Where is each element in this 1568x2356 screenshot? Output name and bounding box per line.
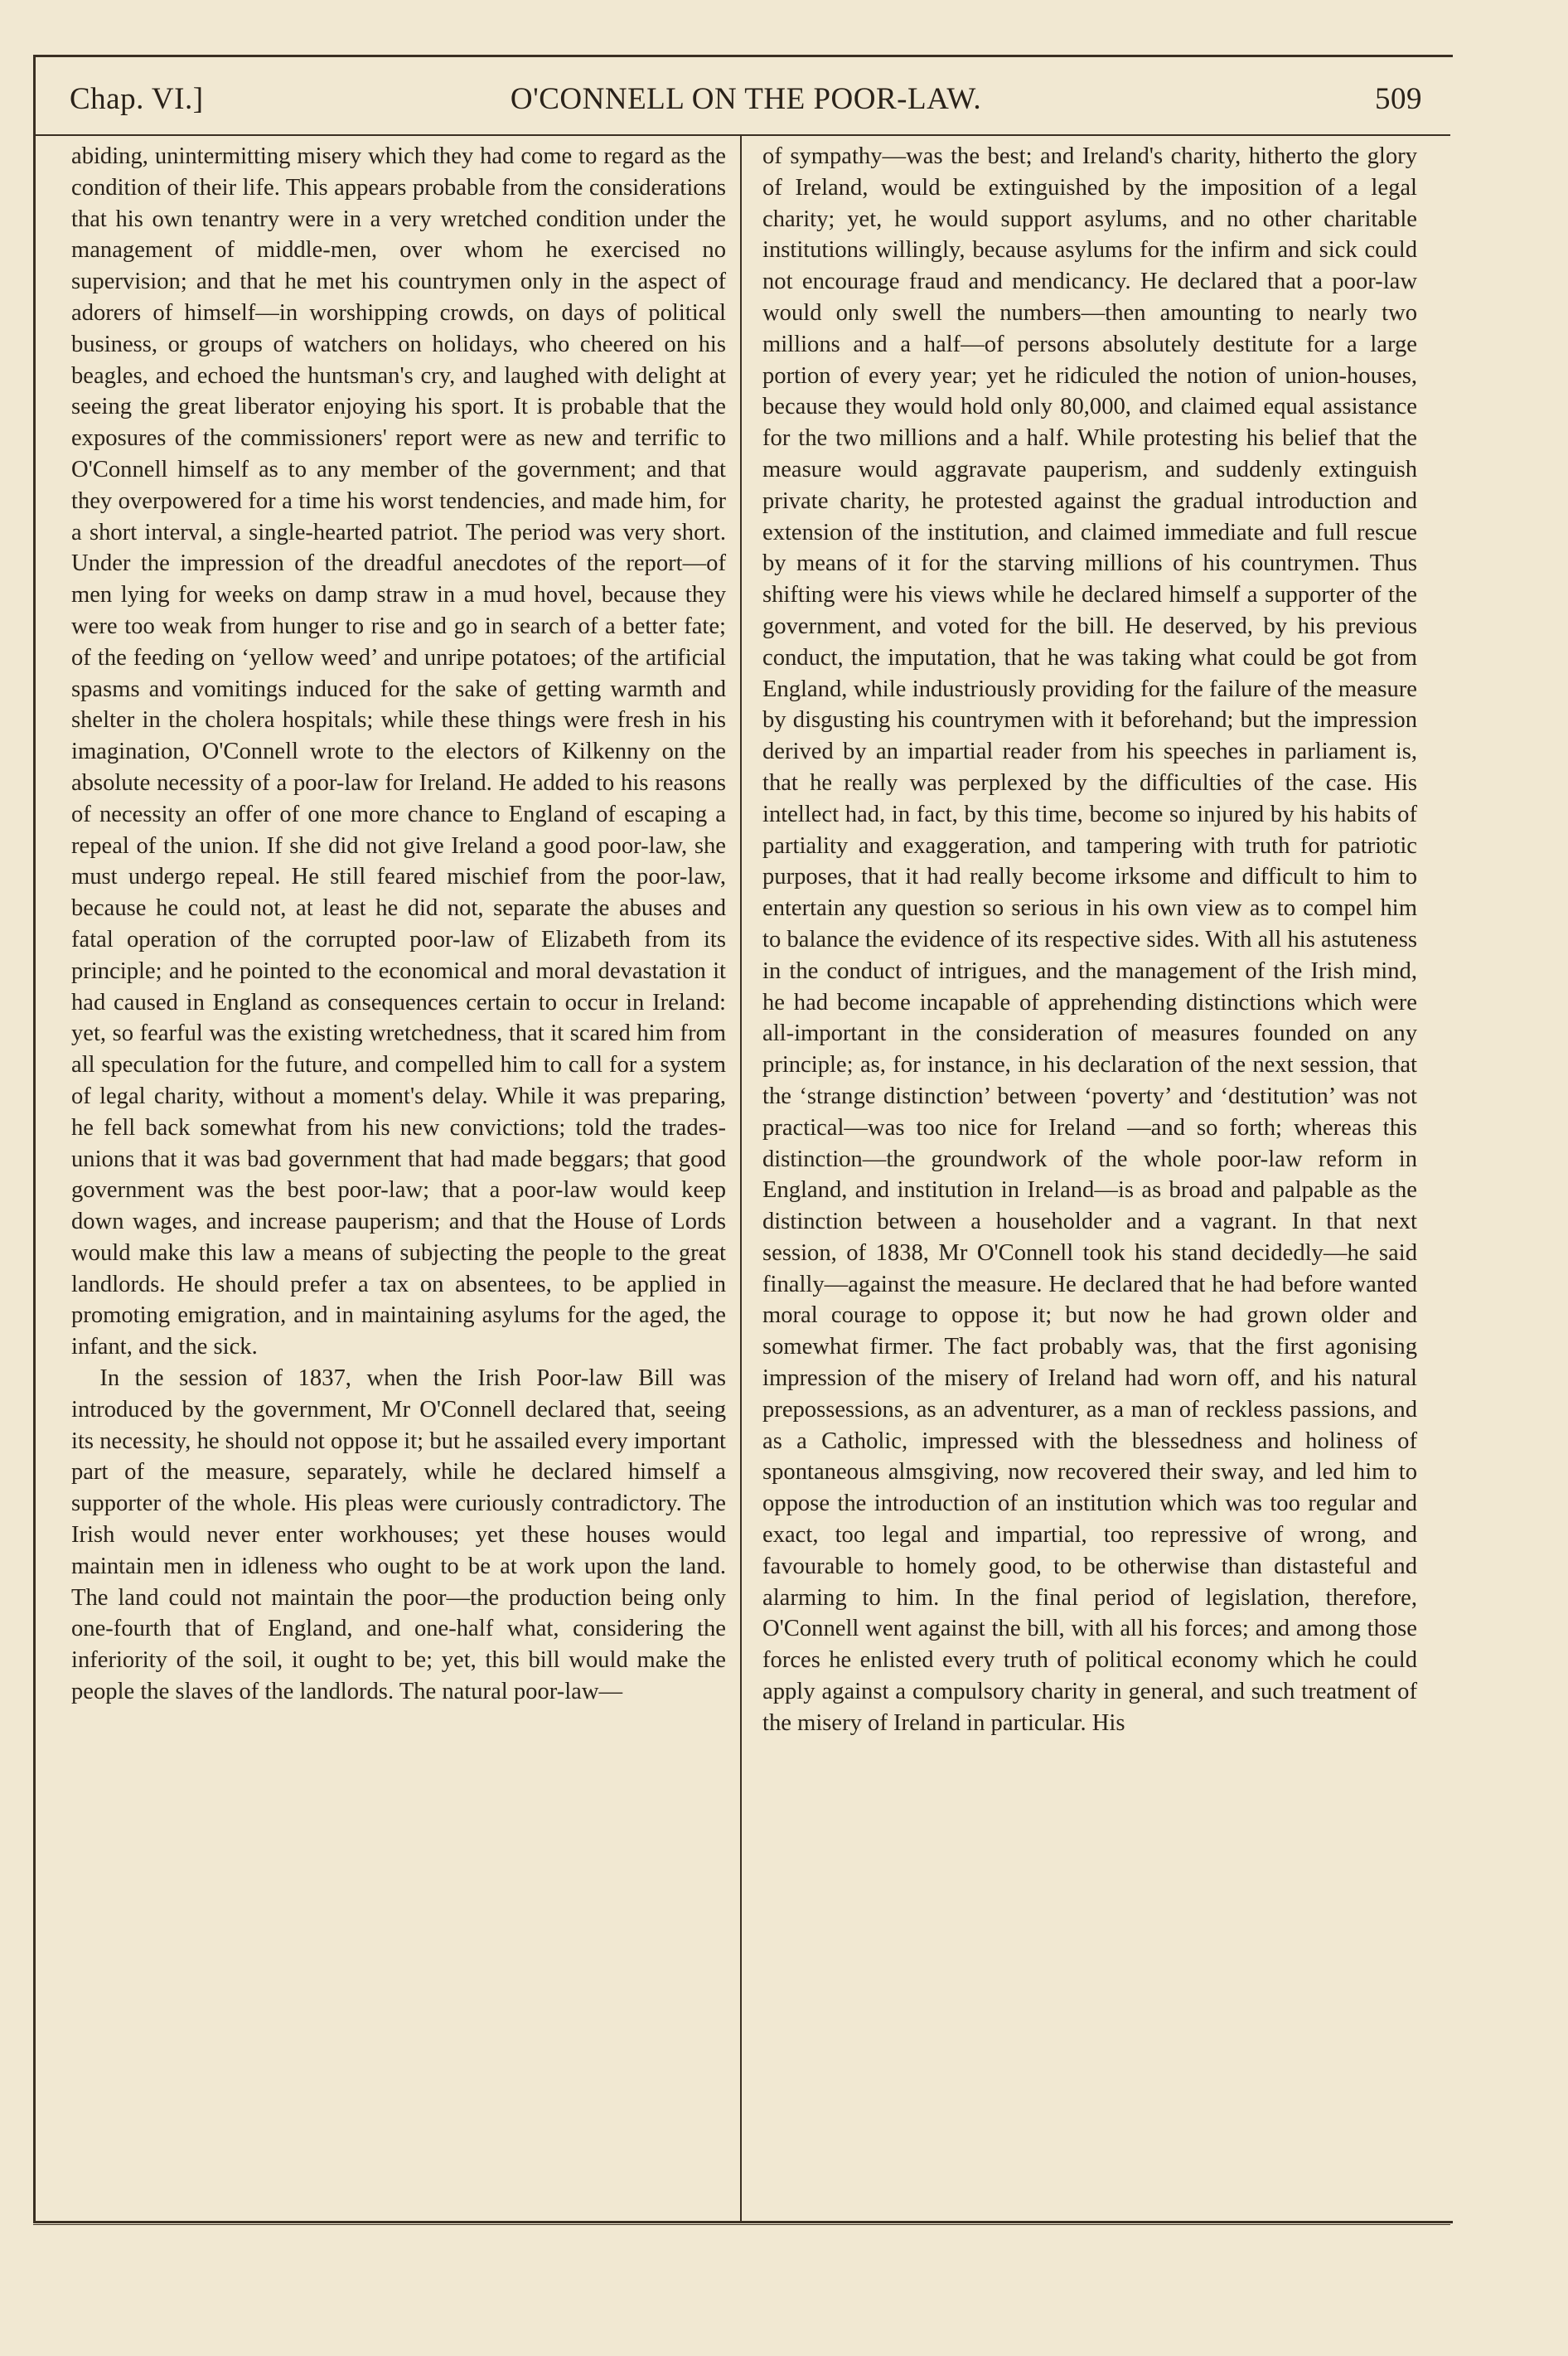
right-column: [762, 141, 1417, 1739]
left-column: [71, 141, 726, 1708]
paragraph: In the session of 1837, when the Irish Poor-law Bill was introduced by the government, Mr O'Connell declared that, seeing its necessity, he should not oppose it; but he assailed every important part of the measure, separately, while he declared himself a supporter of the whole. His pleas were curiously contradictory. The Irish would never enter workhouses; yet these houses would maintain men in idleness who ought to be at work upon the land. The land could not maintain the poor—the production being only one-fourth that of England, and one-half what, considering the inferiority of the soil, it ought to be; yet, this bill would make the people the slaves of the landlords. The natural poor-law—: [71, 1365, 726, 1705]
paragraph: of sympathy—was the best; and Ireland's charity, hitherto the glory of Ireland, would be extinguished by the imposition of a legal charity; yet, he would support asylums, and no other charitable institutions willingly, because asylums for the infirm and sick could not encourage fraud and mendicancy. He declared that a poor-law would only swell the numbers—then amounting to nearly two millions and a half—of persons absolutely destitute for a large portion of every year; yet he ridiculed the notion of union-houses, because they would hold only 80,000, and claimed equal assistance for the two millions and a half. While protesting his belief that the measure would aggravate pauperism, and suddenly extinguish private charity, he protested against the gradual introduction and extension of the institution, and claimed immediate and full rescue by means of it for the starving millions of his countrymen. Thus shifting were his views while he declared himself a supporter of the government, and voted for the bill. He deserved, by his previous conduct, the imputation, that he was taking what could be got from England, while industriously providing for the failure of the measure by disgusting his countrymen with it beforehand; but the impression derived by an impartial reader from his speeches in parliament is, that he really was perplexed by the difficulties of the case. His intellect had, in fact, by this time, become so injured by his habits of partiality and exaggeration, and tampering with truth for patriotic purposes, that it had really become irksome and difficult to him to entertain any question so serious in his own view as to compel him to balance the evidence of its respective sides. With all his astuteness in the conduct of intrigues, and the management of the Irish mind, he had become incapable of apprehending distinctions which were all-important in the consideration of measures founded on any principle; as, for instance, in his declaration of the next session, that the ‘strange distinction’ between ‘poverty’ and ‘destitution’ was not practical—was too nice for Ireland —and so forth; whereas this distinction—the groundwork of the whole poor-law reform in England, and institution in Ireland—is as broad and palpable as the distinction between a householder and a vagrant. In that next session, of 1838, Mr O'Connell took his stand decidedly—he said finally—against the measure. He declared that he had before wanted moral courage to oppose it; but now he had grown older and somewhat firmer. The fact probably was, that the first agonising impression of the misery of Ireland had worn off, and his natural prepossessions, as an adventurer, as a man of reckless passions, and as a Catholic, impressed with the blessedness and holiness of spontaneous almsgiving, now recovered their sway, and led him to oppose the introduction of an institution which was too regular and exact, too legal and impartial, too repressive of wrong, and favourable to homely good, to be otherwise than distasteful and alarming to him. In the final period of legislation, therefore, O'Connell went against the bill, with all his forces; and among those forces he enlisted every truth of political economy which he could apply against a compulsory charity in general, and such treatment of the misery of Ireland in particular. His: [762, 143, 1417, 1736]
running-header: [70, 81, 1422, 131]
page-number: 509: [1375, 82, 1422, 116]
paragraph: abiding, unintermitting misery which they had come to regard as the condition of their life. This appears probable from the considerations that his own tenantry were in a very wretched condition under the management of middle-men, over whom he exercised no supervision; and that he met his countrymen only in the aspect of adorers of himself—in worshipping crowds, on days of political business, or groups of watchers on holidays, who cheered on his beagles, and echoed the huntsman's cry, and laughed with delight at seeing the great liberator enjoying his sport. It is probable that the exposures of the commissioners' report were as new and terrific to O'Connell himself as to any member of the government; and that they overpowered for a time his worst tendencies, and made him, for a short interval, a single-hearted patriot. The period was very short. Under the impression of the dreadful anecdotes of the report—of men lying for weeks on damp straw in a mud hovel, because they were too weak from hunger to rise and go in search of a better fate; of the feeding on ‘yellow weed’ and unripe potatoes; of the artificial spasms and vomitings induced for the sake of getting warmth and shelter in the cholera hospitals; while these things were fresh in his imagination, O'Connell wrote to the electors of Kilkenny on the absolute necessity of a poor-law for Ireland. He added to his reasons of necessity an offer of one more chance to England of escaping a repeal of the union. If she did not give Ireland a good poor-law, she must undergo repeal. He still feared mischief from the poor-law, because he could not, at least he did not, separate the abuses and fatal operation of the corrupted poor-law of Elizabeth from its principle; and he pointed to the economical and moral devastation it had caused in England as consequences certain to occur in Ireland: yet, so fearful was the existing wretchedness, that it scared him from all speculation for the future, and compelled him to call for a system of legal charity, without a moment's delay. While it was preparing, he fell back somewhat from his new convictions; told the trades-unions that it was bad government that had made beggars; that good government was the best poor-law; that a poor-law would keep down wages, and increase pauperism; and that the House of Lords would make this law a means of subjecting the people to the great landlords. He should prefer a tax on absentees, to be applied in promoting emigration, and in maintaining asylums for the aged, the infant, and the sick.: [71, 143, 726, 1360]
header-rule: [33, 134, 1450, 136]
column-divider: [740, 136, 742, 2223]
footer-rule: [33, 2224, 1450, 2225]
running-title: O'CONNELL ON THE POOR-LAW.: [510, 82, 982, 116]
chapter-label: Chap. VI.]: [70, 82, 204, 116]
